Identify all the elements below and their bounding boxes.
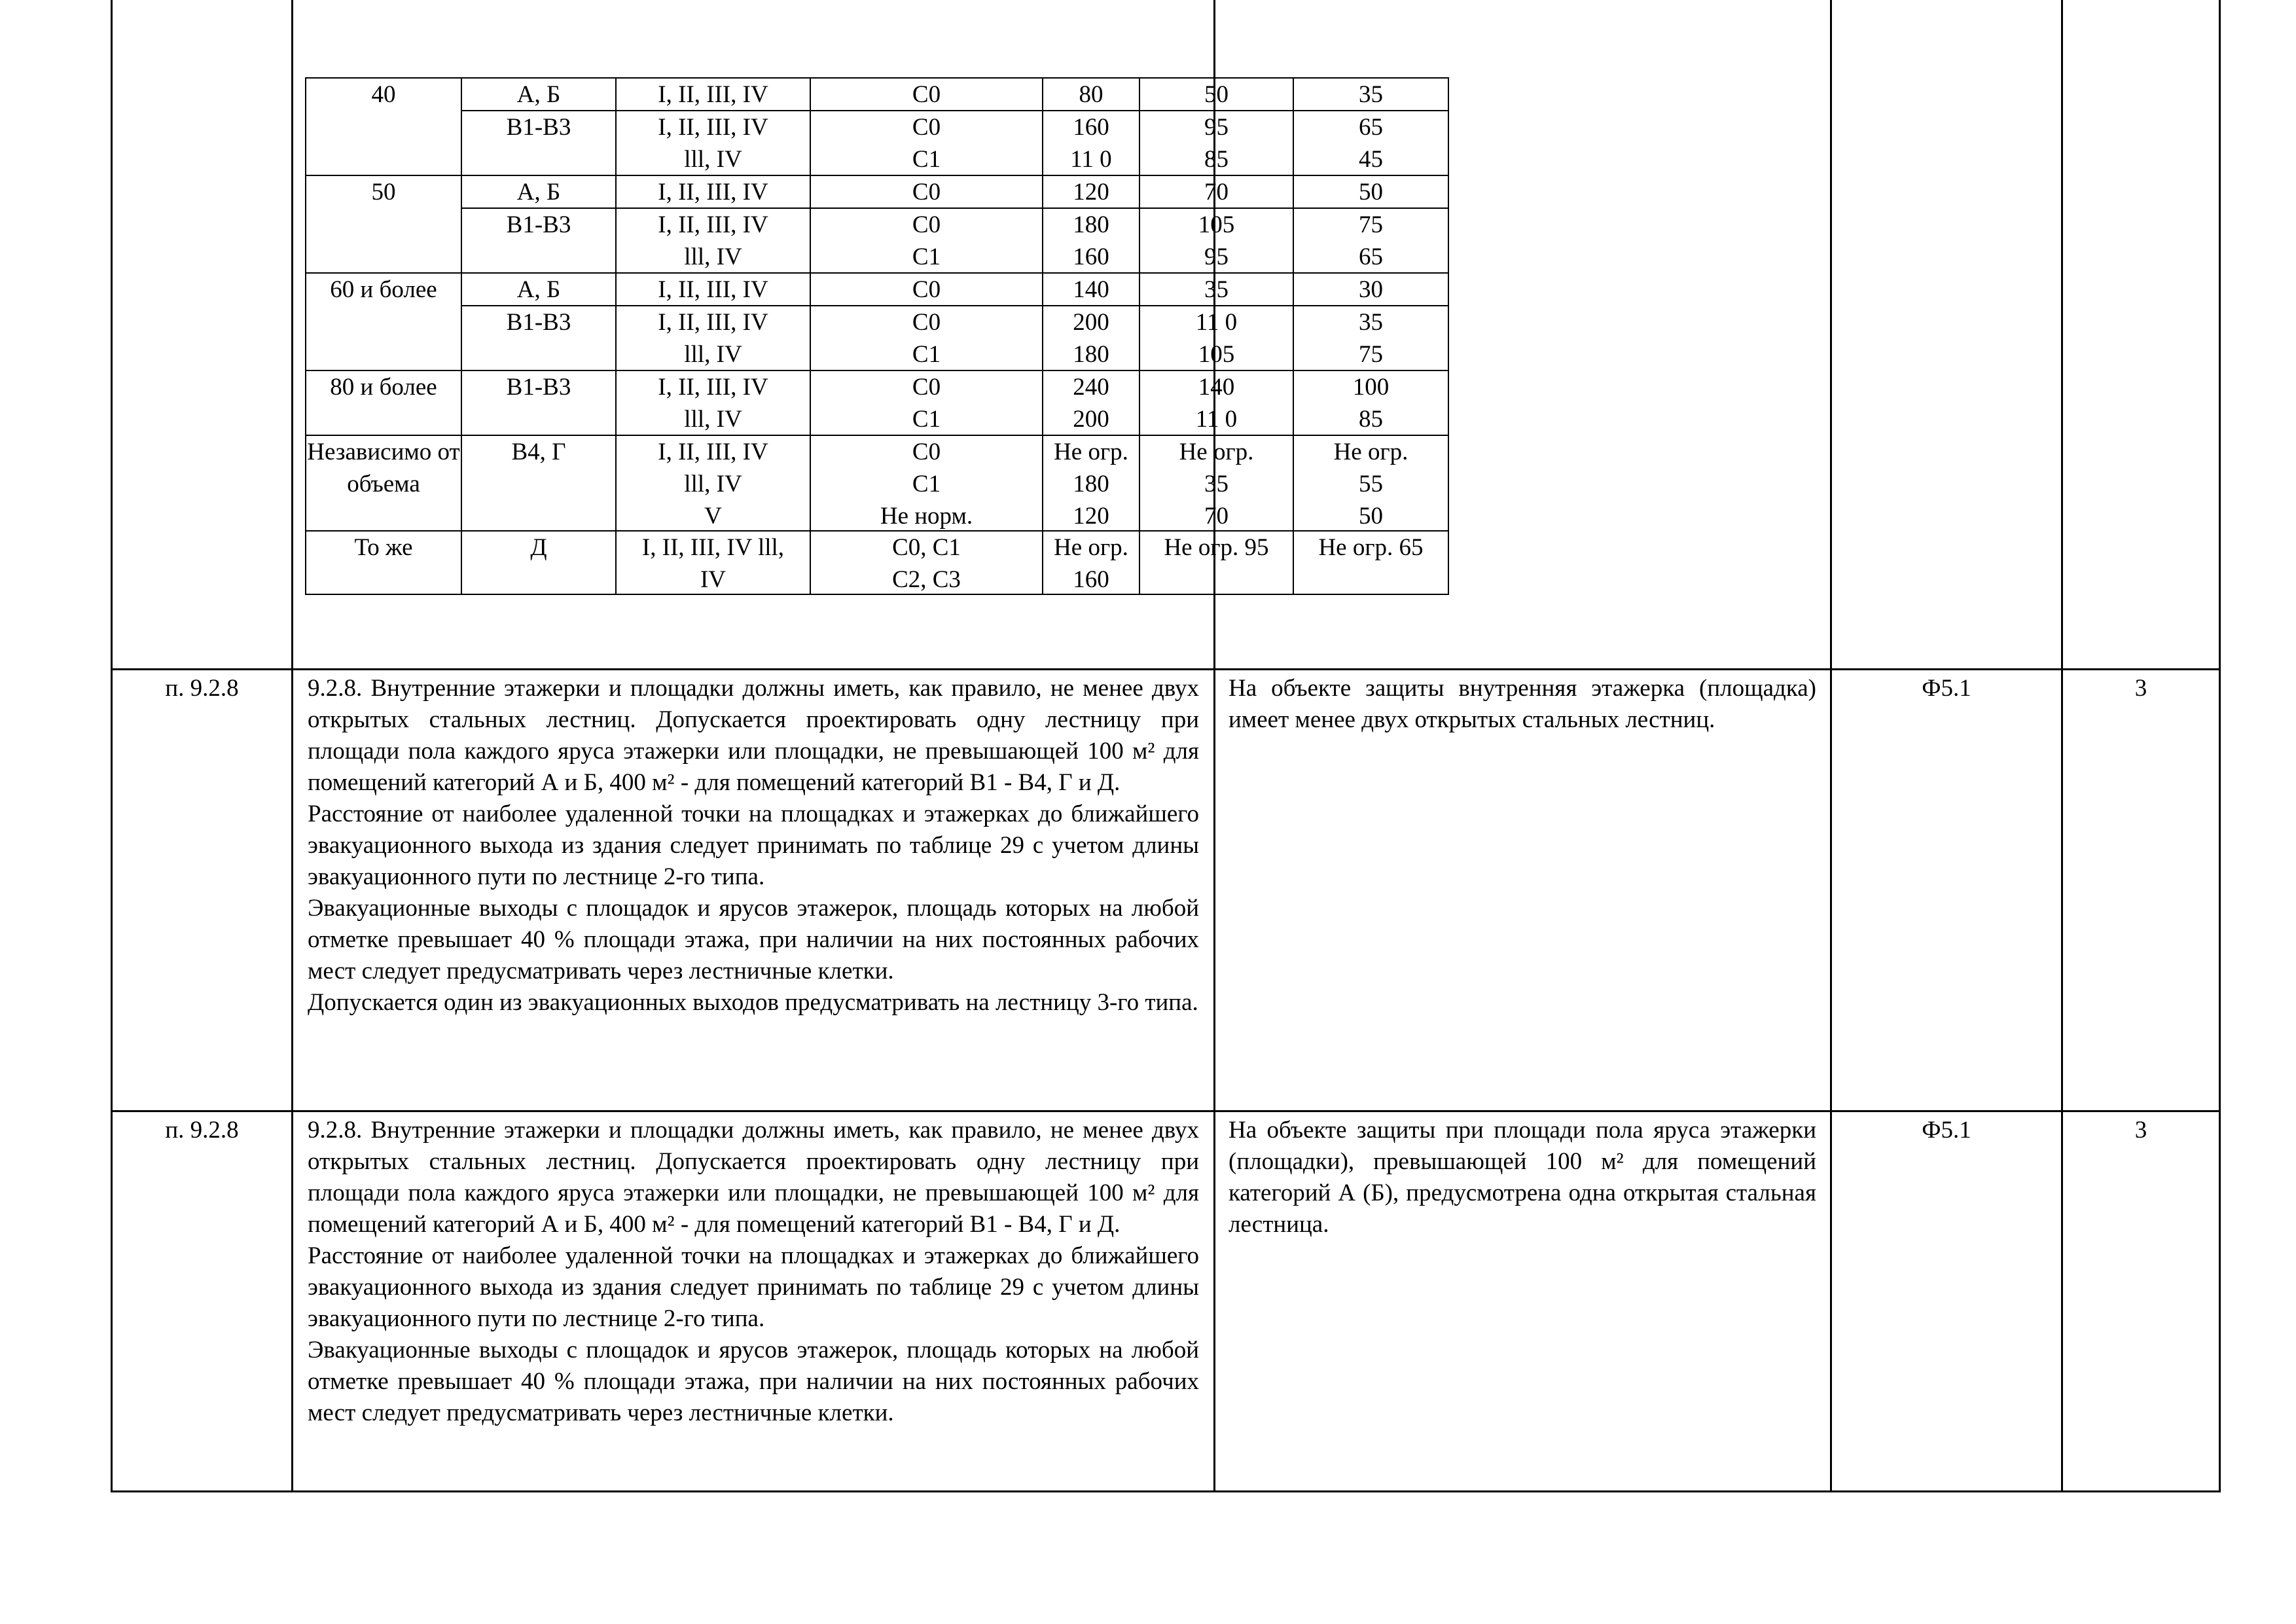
hazard-class-cell: С0: [912, 179, 941, 206]
fire-resistance-cell: I, II, III, IV lll, IV: [658, 309, 768, 368]
outer-col-divider-3: [1830, 0, 1832, 1492]
distance-cell: 80: [1079, 81, 1103, 108]
category-cell: В1-В3: [506, 374, 571, 401]
class-code: Ф5.1: [1922, 1117, 1971, 1144]
requirement-paragraph: 9.2.8. Внутренние этажерки и площадки должны иметь, как правило, не менее двух открытых стальных лестниц. Допускается проектировать одну лестницу при площади пола каждого яруса этажерки или площадки, не превышающей 100 м² для помещений категорий А и Б, 400 м² - для помещений категорий В1 - В4, Г и Д.: [308, 675, 1199, 796]
category-cell: А, Б: [516, 179, 561, 206]
distance-cell: 70: [1204, 179, 1229, 206]
row-separator-1: [111, 668, 2221, 670]
row-separator-2: [111, 1110, 2221, 1112]
distance-cell: 75 65: [1359, 211, 1383, 270]
requirement-paragraph: Расстояние от наиболее удаленной точки на площадках и этажерках до ближайшего эвакуационного выхода из здания следует принимать по таблице 29 с учетом длины эвакуационного пути по лестнице 2-го типа.: [308, 1242, 1199, 1332]
fire-resistance-cell: I, II, III, IV: [658, 179, 768, 206]
distance-cell: 160 11 0: [1070, 114, 1112, 173]
volume-cell: То же: [354, 534, 413, 561]
distance-cell: Не огр. 180 120: [1054, 439, 1128, 530]
volume-cell: 50: [371, 179, 396, 206]
fire-resistance-cell: I, II, III, IV lll, IV: [641, 534, 785, 593]
violation-description: На объекте защиты внутренняя этажерка (площадка) имеет менее двух открытых стальных лестниц.: [1229, 675, 1816, 733]
distance-cell: 11 0 105: [1195, 309, 1238, 368]
fire-resistance-cell: I, II, III, IV lll, IV V: [658, 439, 768, 530]
outer-col-divider-4: [2061, 0, 2063, 1492]
distance-cell: 35: [1204, 276, 1229, 303]
hazard-class-cell: С0 С1: [912, 309, 941, 368]
inner-table-left-border: [305, 77, 306, 594]
distance-cell: 200 180: [1073, 309, 1109, 368]
class-code: Ф5.1: [1922, 675, 1971, 702]
category-cell: Д: [530, 534, 547, 561]
outer-left-border: [111, 0, 113, 1492]
hazard-class-cell: С0, С1 С2, С3: [892, 534, 961, 593]
distance-cell: 180 160: [1073, 211, 1109, 270]
clause-reference: п. 9.2.8: [165, 1117, 239, 1144]
hazard-class-cell: С0 С1 Не норм.: [880, 439, 973, 530]
violation-description: На объекте защиты при площади пола яруса этажерки (площадки), превышающей 100 м² для помещений категорий А (Б), предусмотрена одна открытая стальная лестница.: [1229, 1117, 1816, 1238]
hazard-class-cell: С0: [912, 81, 941, 108]
distance-cell: Не огр. 65: [1318, 534, 1424, 561]
distance-cell: Не огр. 95: [1164, 534, 1269, 561]
distance-cell: Не огр. 55 50: [1333, 439, 1408, 530]
requirement-paragraph: 9.2.8. Внутренние этажерки и площадки должны иметь, как правило, не менее двух открытых стальных лестниц. Допускается проектировать одну лестницу при площади пола каждого яруса этажерки или площадки, не превышающей 100 м² для помещений категорий А и Б, 400 м² - для помещений категорий В1 - В4, Г и Д.: [308, 1117, 1199, 1238]
distance-cell: 50: [1204, 81, 1229, 108]
fire-resistance-cell: I, II, III, IV lll, IV: [658, 374, 768, 433]
requirement-paragraph: Допускается один из эвакуационных выходов предусматривать на лестницу 3-го типа.: [308, 989, 1198, 1016]
distance-cell: 35: [1359, 81, 1383, 108]
distance-cell: 140: [1073, 276, 1109, 303]
outer-col-divider-2: [1213, 668, 1215, 1492]
requirement-paragraph: Эвакуационные выходы с площадок и ярусов этажерок, площадь которых на любой отметке превышает 40 % площади этажа, при наличии на них постоянных рабочих мест следует предусматривать через лестничные клетки.: [308, 1337, 1199, 1426]
outer-right-border: [2219, 0, 2221, 1492]
volume-cell: 80 и более: [330, 374, 437, 401]
category-cell: А, Б: [516, 81, 561, 108]
distance-cell: 35 75: [1359, 309, 1383, 368]
distance-cell: 95 85: [1204, 114, 1229, 173]
distance-cell: 120: [1073, 179, 1109, 206]
fire-resistance-cell: I, II, III, IV lll, IV: [658, 114, 768, 173]
table-bottom-border: [111, 1490, 2221, 1492]
volume-cell: Независимо от объема: [307, 439, 460, 497]
hazard-class-cell: С0 С1: [912, 211, 941, 270]
category-cell: В1-В3: [506, 211, 571, 238]
hazard-class-cell: С0 С1: [912, 114, 941, 173]
distance-cell: Не огр. 160: [1054, 534, 1128, 593]
category-cell: В1-В3: [506, 309, 571, 336]
requirement-paragraph: Расстояние от наиболее удаленной точки на площадках и этажерках до ближайшего эвакуационного выхода из здания следует принимать по таблице 29 с учетом длины эвакуационного пути по лестнице 2-го типа.: [308, 801, 1199, 890]
distance-cell: 30: [1359, 276, 1383, 303]
distance-cell: 140 11 0: [1195, 374, 1238, 433]
hazard-class-cell: С0 С1: [912, 374, 941, 433]
score: 3: [2134, 675, 2147, 702]
hazard-class-cell: С0: [912, 276, 941, 303]
fire-resistance-cell: I, II, III, IV: [658, 81, 768, 108]
fire-resistance-cell: I, II, III, IV: [658, 276, 768, 303]
distance-cell: 100 85: [1352, 374, 1390, 433]
requirement-text: [308, 673, 1199, 1019]
fire-resistance-cell: I, II, III, IV lll, IV: [658, 211, 768, 270]
distance-cell: Не огр. 35 70: [1179, 439, 1254, 530]
distance-cell: 105 95: [1198, 211, 1235, 270]
category-cell: В1-В3: [506, 114, 571, 141]
volume-cell: 40: [371, 81, 396, 108]
requirement-text: [308, 1115, 1199, 1429]
requirement-paragraph: Эвакуационные выходы с площадок и ярусов этажерок, площадь которых на любой отметке превышает 40 % площади этажа, при наличии на них постоянных рабочих мест следует предусматривать через лестничные клетки.: [308, 895, 1199, 984]
inner-table-right-border: [1448, 77, 1449, 594]
category-cell: В4, Г: [511, 439, 566, 465]
volume-cell: 60 и более: [330, 276, 437, 303]
clause-reference: п. 9.2.8: [165, 675, 239, 702]
outer-col-divider-1: [291, 0, 293, 1492]
distance-cell: 50: [1359, 179, 1383, 206]
distance-cell: 240 200: [1073, 374, 1109, 433]
distance-cell: 65 45: [1359, 114, 1383, 173]
category-cell: А, Б: [516, 276, 561, 303]
score: 3: [2134, 1117, 2147, 1144]
